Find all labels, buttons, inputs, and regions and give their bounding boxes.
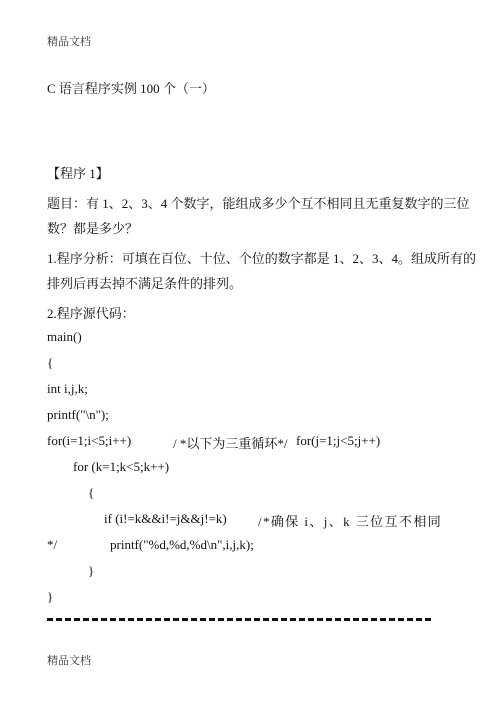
dashed-separator <box>47 618 431 621</box>
code-printf-newline: printf("\n"); <box>47 407 109 422</box>
section-heading: 【程序 1】 <box>47 166 109 181</box>
code-for-i: for(i=1;i<5;i++) <box>47 433 132 448</box>
code-for-k: for (k=1;k<5;k++) <box>73 459 170 474</box>
code-comment-loop: / *以下为三重循环*/ <box>173 436 288 451</box>
code-open-brace: { <box>47 355 54 370</box>
code-printf-output: printf("%d,%d,%d\n",i,j,k); <box>110 537 254 552</box>
page-footer: 精品文档 <box>47 655 91 667</box>
code-close-brace: } <box>47 589 54 604</box>
analysis-line-1: 1.程序分析：可填在百位、十位、个位的数字都是 1、2、3、4。组成所有的 <box>47 251 477 266</box>
code-declaration: int i,j,k; <box>47 381 88 396</box>
code-inner-open-brace: { <box>88 485 95 500</box>
code-comment-ensure: /*确保 i、j、k 三位互不相同 <box>258 514 443 529</box>
source-label: 2.程序源代码： <box>47 306 135 321</box>
code-for-j: for(j=1;j<5;j++) <box>296 433 381 448</box>
page-header: 精品文档 <box>47 36 91 48</box>
question-line-1: 题目：有 1、2、3、4 个数字，能组成多少个互不相同且无重复数字的三位 <box>47 196 470 211</box>
document-title: C 语言程序实例 100 个（一） <box>47 81 215 96</box>
analysis-line-2: 排列后再去掉不满足条件的排列。 <box>47 276 243 291</box>
code-inner-close-brace: } <box>88 563 95 578</box>
question-line-2: 数？都是多少？ <box>47 221 139 236</box>
code-comment-end: */ <box>47 537 58 552</box>
code-main: main() <box>47 329 82 344</box>
code-if-condition: if (i!=k&&i!=j&&j!=k) <box>104 511 227 526</box>
